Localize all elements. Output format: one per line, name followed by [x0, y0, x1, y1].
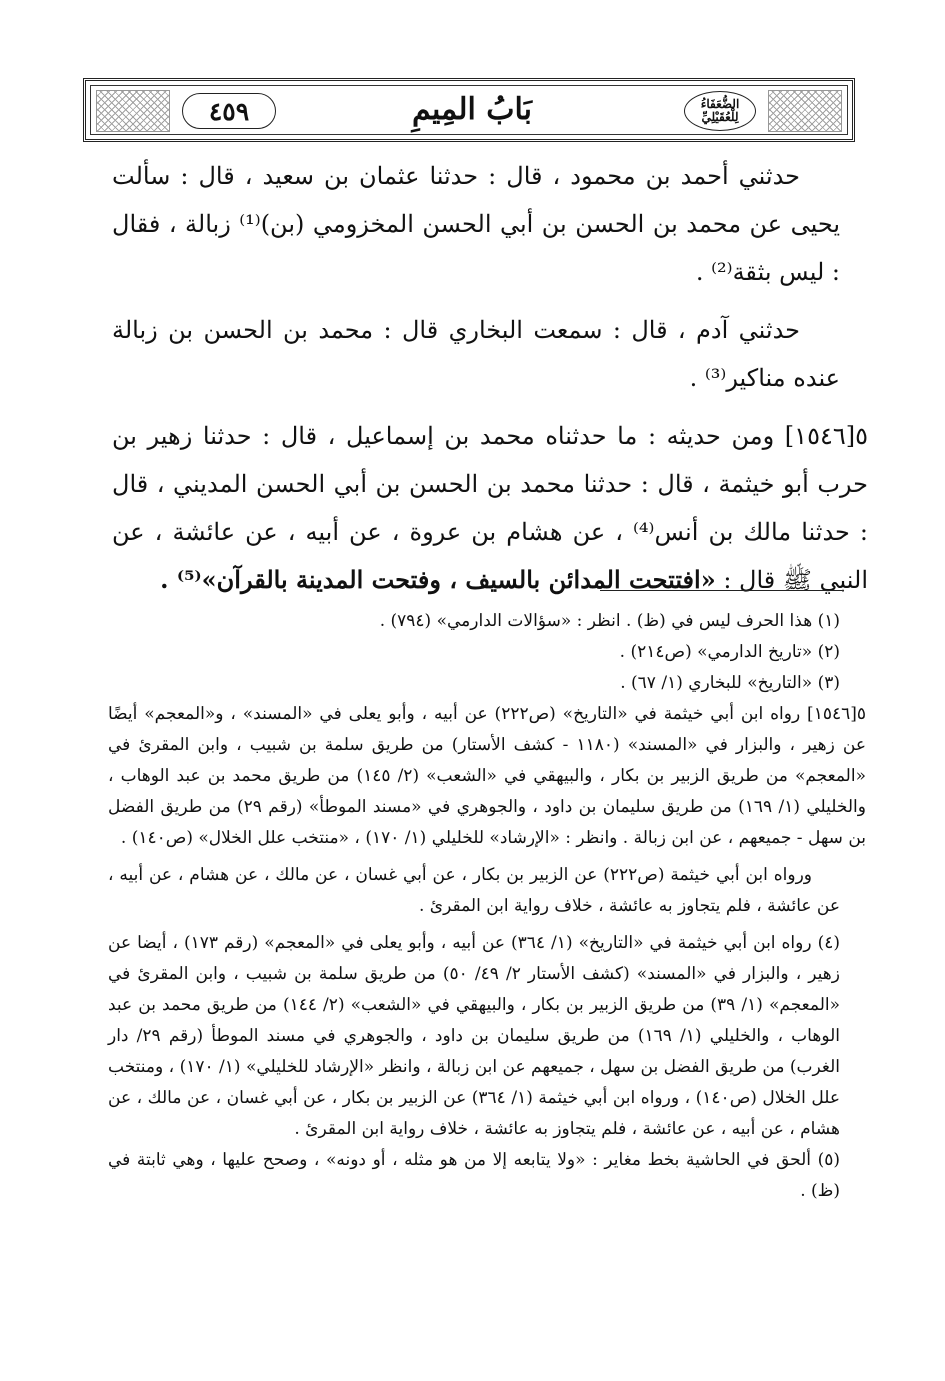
- hadith-text: «افتتحت المدائن بالسيف ، وفتحت المدينة بالقرآن»⁽⁵⁾ .: [160, 565, 716, 594]
- footnote-2: (٢) «تاريخ الدارمي» (ص٢١٤) .: [619, 642, 840, 662]
- main-text: [112, 152, 869, 614]
- ornament-right: [768, 90, 842, 132]
- entry-number: ٥[١٥٤٦]: [784, 422, 868, 450]
- footnote-separator: [600, 590, 842, 591]
- page-number: ٤٥٩: [182, 93, 276, 129]
- entry-chain: ومن حديثه : ما حدثناه محمد بن إسماعيل ، قال : حدثنا زهير بن حرب أبو خيثمة ، قال : حدثنا محمد بن الحسن بن أبي الحسن المديني ، قال : حدثنا مالك بن أنس⁽⁴⁾ ، عن هشام بن عروة ، عن أبيه ، عن عائشة ، عن النبي ﷺ قال :: [112, 422, 869, 594]
- paragraph-1: حدثني أحمد بن محمود ، قال : حدثنا عثمان بن سعيد ، قال : سألت يحيى عن محمد بن الحسن بن أبي الحسن المخزومي (بن)⁽¹⁾ زبالة ، فقال : ليس بثقة⁽²⁾ .: [112, 162, 840, 286]
- footnote-5: (٥) ألحق في الحاشية بخط مغاير : «ولا يتابعه إلا من هو مثله ، أو دونه» ، وصحح عليها ، وهي ثابتة في (ظ) .: [108, 1150, 840, 1201]
- page-header: [83, 78, 855, 142]
- ornament-left: [96, 90, 170, 132]
- footnote-3: (٣) «التاريخ» للبخاري (١/ ٦٧) .: [620, 673, 840, 693]
- chapter-title: بَابُ المِيمِ: [412, 91, 533, 127]
- paragraph-2: حدثني آدم ، قال : سمعت البخاري قال : محمد بن الحسن بن زبالة عنده مناكير⁽³⁾ .: [112, 316, 840, 392]
- footnote-1: (١) هذا الحرف ليس في (ظ) . انظر : «سؤالات الدارمي» (٧٩٤) .: [379, 611, 840, 631]
- hadith-entry: [112, 412, 868, 604]
- footnote-entry-1546: ٥[١٥٤٦] رواه ابن أبي خيثمة في «التاريخ» (ص٢٢٢) عن أبيه ، وأبو يعلى في «المسند» ، و«المعجم» أيضًا عن زهير ، والبزار في «المسند» (١١٨٠ - كشف الأستار) من طريق سلمة بن شبيب ، وابن المقرئ في «المعجم» من طريق الزبير بن بكار ، والبيهقي في «الشعب» (٢/ ١٤٥) من طريق محمد بن عبد الوهاب ، والخليلي (١/ ١٦٩) من طريق سليمان بن داود ، والجوهري في «مسند الموطأ» (رقم ٢٩) من طريق الفضل بن سهل - جميعهم ، عن ابن زبالة . وانظر : «الإرشاد» للخليلي (١/ ١٧٠) ، «منتخب علل الخلال» (ص١٤٠) .: [108, 704, 866, 848]
- footnote-4: (٤) رواه ابن أبي خيثمة في «التاريخ» (١/ ٣٦٤) عن أبيه ، وأبو يعلى في «المعجم» (رقم ١٧٣) ، أيضا عن زهير ، والبزار في «المسند» (كشف الأستار ٢/ ٤٩/ ٥٠) من طريق سلمة بن شبيب ، وابن المقرئ في «المعجم» (١/ ٣٩) من طريق الزبير بن بكار ، والبيهقي في «الشعب» (٢/ ١٤٤) من طريق محمد بن عبد الوهاب ، والخليلي (١/ ١٦٩) من طريق سليمان بن داود ، والجوهري في مسند الموطأ (رقم ٢٩/ دار الغرب) من طريق الفضل بن سهل ، جميعهم عن ابن زبالة ، وانظر «الإرشاد للخليلي» (١/ ١٧٠) ، ومنتخب علل الخلال (ص١٤٠) ، ورواه ابن أبي خيثمة (١/ ٣٦٤) عن الزبير بن بكار ، عن أبي غسان ، عن مالك ، عن هشام ، عن أبيه ، عن عائشة ، فلم يتجاوز به عائشة ، خلاف رواية ابن المقرئ .: [108, 933, 840, 1139]
- book-logo: الضُّعَفَاءُ لِلْعُقَيْلِيِّ: [684, 91, 756, 131]
- footnotes: [108, 606, 866, 1207]
- footnote-entry-1546-cont: ورواه ابن أبي خيثمة (ص٢٢٢) عن الزبير بن بكار ، عن أبي غسان ، عن مالك ، عن هشام ، عن أبيه ، عن عائشة ، فلم يتجاوز به عائشة ، خلاف رواية ابن المقرئ .: [108, 865, 840, 916]
